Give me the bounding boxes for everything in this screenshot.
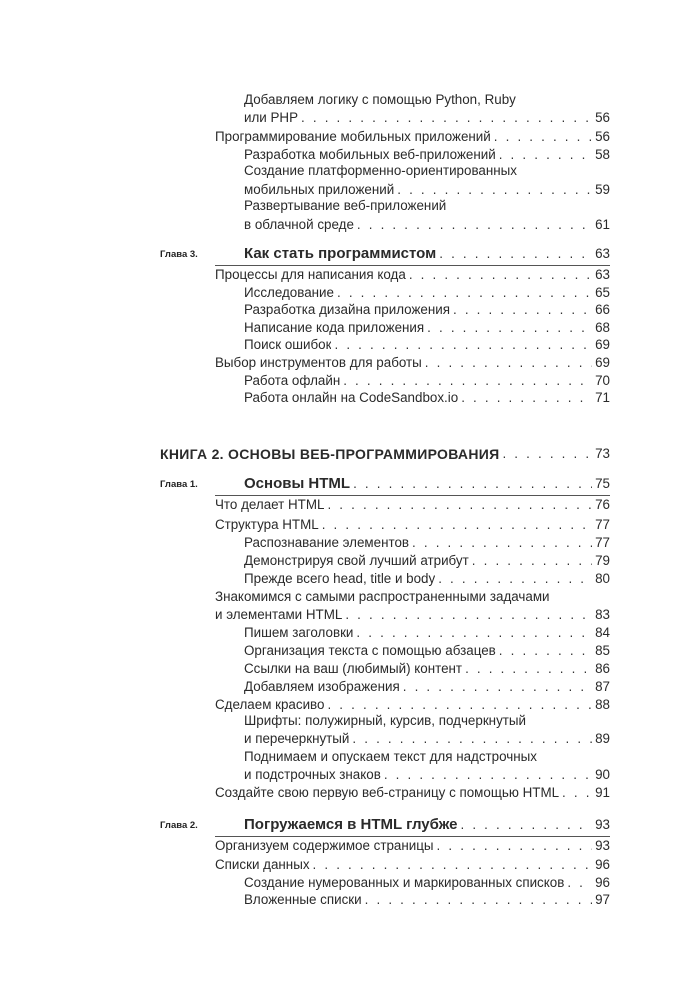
toc-entry [244, 569, 610, 587]
toc-entry-title: Процессы для написания кода [215, 267, 406, 282]
book-title: КНИГА 2. ОСНОВЫ ВЕБ-ПРОГРАММИРОВАНИЯ [160, 446, 500, 462]
toc-page-number: 84 [595, 625, 610, 640]
leader-dots [301, 110, 592, 126]
toc-entry-line: Создание платформенно-ориентированных [244, 163, 517, 178]
toc-entry [244, 729, 610, 747]
toc-page-number: 93 [595, 817, 610, 832]
toc-page-number: 71 [595, 390, 610, 405]
toc-entry [215, 127, 610, 145]
toc-entry [215, 265, 610, 283]
toc-page-number: 79 [595, 553, 610, 568]
toc-entry-title: Написание кода приложения [244, 320, 425, 335]
toc-entry [244, 283, 610, 301]
toc-page-number: 77 [595, 535, 610, 550]
toc-entry-title: Вложенные списки [244, 892, 362, 907]
toc-entry [244, 145, 610, 163]
toc-page-number: 61 [595, 217, 610, 232]
toc-entry-title: Выбор инструментов для работы [215, 355, 422, 370]
toc-entry-title: и подстрочных знаков [244, 767, 381, 782]
toc-entry [244, 388, 610, 406]
book-heading [160, 442, 610, 462]
toc-entry-line: Добавляем логику с помощью Python, Ruby [244, 92, 516, 107]
toc-entry [244, 873, 610, 891]
toc-entry-title: Структура HTML [215, 517, 319, 532]
toc-entry-title: Работа онлайн на CodeSandbox.io [244, 390, 459, 405]
toc-entry-title: Создайте свою первую веб-страницу с помощью HTML [215, 785, 560, 800]
leader-dots [313, 857, 593, 873]
toc-page-number: 68 [595, 320, 610, 335]
toc-entry-line: Знакомимся с самыми распространенными задачами [215, 589, 550, 604]
toc-page-number: 87 [595, 679, 610, 694]
leader-dots [502, 446, 592, 462]
leader-dots [499, 643, 592, 659]
toc-entry [244, 623, 610, 641]
toc-entry-title: Поиск ошибок [244, 337, 332, 352]
toc-entry-title: мобильных приложений [244, 182, 395, 197]
toc-page-number: 65 [595, 285, 610, 300]
toc-entry [215, 353, 610, 371]
toc-entry [215, 605, 610, 623]
toc-entry-title: или PHP [244, 110, 299, 125]
toc-page-number: 70 [595, 373, 610, 388]
toc-entry [244, 318, 610, 336]
leader-dots [437, 838, 593, 854]
chapter-heading [244, 242, 610, 262]
toc-page-number: 86 [595, 661, 610, 676]
chapter-title: Как стать программистом [244, 246, 437, 262]
chapter-label: Глава 1. [160, 479, 198, 490]
toc-page-number: 56 [595, 110, 610, 125]
toc-entry-title: Добавляем изображения [244, 679, 400, 694]
toc-entry [215, 495, 610, 513]
toc-entry-line: Развертывание веб-приложений [244, 198, 447, 213]
chapter-title: Погружаемся в HTML глубже [244, 817, 458, 833]
toc-page-number: 96 [595, 857, 610, 872]
toc-entry-title: Сделаем красиво [215, 697, 325, 712]
leader-dots [356, 625, 592, 641]
toc-entry-line: Поднимаем и опускаем текст для надстрочных [244, 749, 537, 764]
toc-entry [244, 180, 610, 198]
toc-entry [244, 300, 610, 318]
leader-dots [472, 553, 592, 569]
leader-dots [353, 476, 592, 492]
toc-entry [215, 695, 610, 713]
toc-entry-title: Организуем содержимое страницы [215, 838, 434, 853]
leader-dots [427, 320, 592, 336]
leader-dots [499, 147, 592, 163]
toc-page-number: 93 [595, 838, 610, 853]
toc-entry-title: Создание нумерованных и маркированных списков [244, 875, 565, 890]
toc-page-number: 58 [595, 147, 610, 162]
toc-entry [244, 677, 610, 695]
toc-entry [244, 371, 610, 389]
toc-entry-title: Разработка дизайна приложения [244, 302, 450, 317]
chapter-heading [244, 813, 610, 833]
leader-dots [562, 785, 592, 801]
toc-entry-title: Организация текста с помощью абзацев [244, 643, 496, 658]
chapter-heading [244, 472, 610, 492]
leader-dots [425, 355, 592, 371]
toc-page-number: 66 [595, 302, 610, 317]
toc-page-number: 88 [595, 697, 610, 712]
toc-page-number: 69 [595, 337, 610, 352]
toc-entry [215, 515, 610, 533]
chapter-label: Глава 2. [160, 820, 198, 831]
toc-page-number: 75 [595, 476, 610, 491]
leader-dots [352, 731, 592, 747]
toc-page-number: 97 [595, 892, 610, 907]
leader-dots [327, 497, 592, 513]
leader-dots [453, 302, 592, 318]
toc-page-number: 85 [595, 643, 610, 658]
toc-entry [215, 855, 610, 873]
toc-entry [244, 641, 610, 659]
leader-dots [403, 679, 592, 695]
toc-entry [244, 890, 610, 908]
leader-dots [494, 129, 592, 145]
leader-dots [397, 182, 592, 198]
toc-entry [244, 659, 610, 677]
toc-entry-title: Что делает HTML [215, 497, 325, 512]
leader-dots [327, 697, 592, 713]
toc-page-number: 96 [595, 875, 610, 890]
toc-entry-title: Исследование [244, 285, 334, 300]
toc-page-number: 63 [595, 267, 610, 282]
toc-entry-title: Программирование мобильных приложений [215, 129, 491, 144]
leader-dots [334, 337, 592, 353]
toc-entry-title: и элементами HTML [215, 607, 343, 622]
toc-entry-title: Работа офлайн [244, 373, 341, 388]
toc-entry [244, 215, 610, 233]
toc-entry-title: и перечеркнутый [244, 731, 350, 746]
leader-dots [343, 373, 592, 389]
toc-entry [215, 836, 610, 854]
chapter-label: Глава 3. [160, 249, 198, 260]
leader-dots [357, 217, 592, 233]
leader-dots [465, 661, 592, 677]
toc-entry-title: Прежде всего head, title и body [244, 571, 436, 586]
leader-dots [409, 267, 592, 283]
toc-page-number: 91 [595, 785, 610, 800]
chapter-title: Основы HTML [244, 476, 351, 492]
toc-page-number: 83 [595, 607, 610, 622]
toc-entry-title: Демонстрируя свой лучший атрибут [244, 553, 469, 568]
leader-dots [567, 875, 592, 891]
toc-page-number: 90 [595, 767, 610, 782]
toc-page-number: 77 [595, 517, 610, 532]
toc-entry [244, 551, 610, 569]
toc-page-number: 80 [595, 571, 610, 586]
toc-entry [244, 335, 610, 353]
toc-entry [244, 533, 610, 551]
leader-dots [461, 390, 592, 406]
toc-page-number: 89 [595, 731, 610, 746]
toc-entry-title: Разработка мобильных веб-приложений [244, 147, 496, 162]
leader-dots [412, 535, 592, 551]
toc-page-number: 76 [595, 497, 610, 512]
toc-page-number: 73 [595, 446, 610, 461]
leader-dots [438, 571, 592, 587]
leader-dots [345, 607, 592, 623]
toc-entry [215, 783, 610, 801]
toc-page-number: 56 [595, 129, 610, 144]
toc-page-number: 69 [595, 355, 610, 370]
leader-dots [384, 767, 592, 783]
leader-dots [337, 285, 592, 301]
toc-entry [244, 765, 610, 783]
toc-entry-title: Списки данных [215, 857, 310, 872]
toc-entry-title: Распознавание элементов [244, 535, 410, 550]
leader-dots [322, 517, 592, 533]
toc-entry-title: Ссылки на ваш (любимый) контент [244, 661, 463, 676]
toc-entry-title: в облачной среде [244, 217, 354, 232]
leader-dots [460, 817, 592, 833]
leader-dots [439, 246, 592, 262]
toc-entry-line: Шрифты: полужирный, курсив, подчеркнутый [244, 713, 527, 728]
leader-dots [365, 892, 592, 908]
toc-page-number: 63 [595, 246, 610, 261]
toc-page-number: 59 [595, 182, 610, 197]
toc-entry-title: Пишем заголовки [244, 625, 354, 640]
toc-entry [244, 108, 610, 126]
